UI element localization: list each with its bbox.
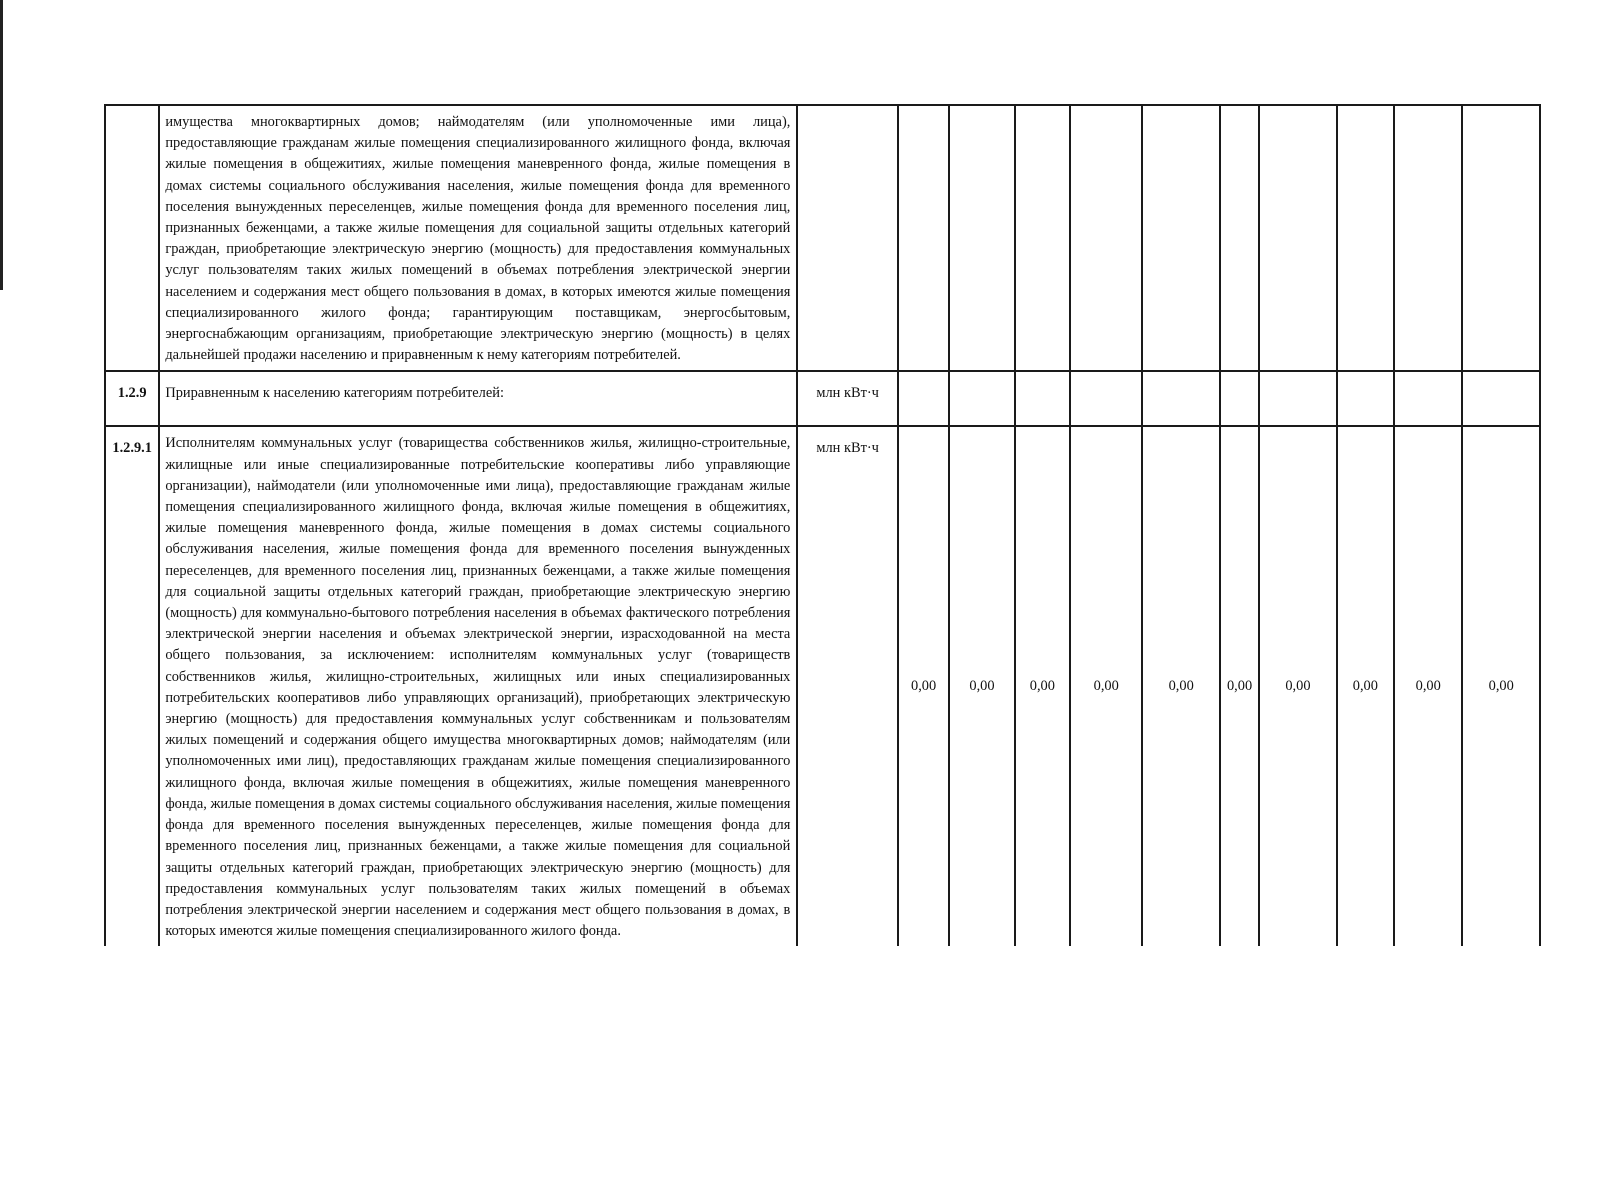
value-cell bbox=[1337, 105, 1394, 371]
row-description: имущества многоквартирных домов; наймодателям (или уполномоченные ими лица), предоставляющие гражданам жилые помещения специализированного жилищного фонда, включая жилые помещения в общежитиях, жилые помещения маневренного фонда, жилые помещения в домах системы социального обслуживания населения, жилые помещения фонда для временного поселения вынужденных переселенцев, жилые помещения фонда для временного поселения лиц, признанных беженцами, а также жилые помещения для социальной защиты отдельных категорий граждан, приобретающие электрическую энергию (мощность) для предоставления коммунальных услуг пользователям таких жилых помещений в объемах потребления электрической энергии населением и содержания мест общего пользования в домах, в которых имеются жилые помещения специализированного жилого фонда; гарантирующим поставщикам, энергосбытовым, энергоснабжающим организациям, приобретающие электрическую энергию (мощность) в целях дальнейшей продажи населению и приравненным к нему категориям потребителей. bbox=[159, 105, 797, 371]
value-cell: 0,00 bbox=[898, 426, 949, 946]
value-cell bbox=[949, 105, 1014, 371]
value-cell: 0,00 bbox=[1394, 426, 1462, 946]
value-cell bbox=[1015, 105, 1070, 371]
value-cell bbox=[1220, 371, 1259, 426]
value-cell: 0,00 bbox=[1220, 426, 1259, 946]
value-cell bbox=[1462, 105, 1540, 371]
scan-edge-mark bbox=[0, 0, 3, 290]
value-cell: 0,00 bbox=[1015, 426, 1070, 946]
value-cell bbox=[898, 105, 949, 371]
row-number: 1.2.9.1 bbox=[105, 426, 159, 946]
value-cell bbox=[1220, 105, 1259, 371]
value-cell: 0,00 bbox=[949, 426, 1014, 946]
value-cell: 0,00 bbox=[1337, 426, 1394, 946]
value-cell bbox=[1070, 371, 1142, 426]
value-cell bbox=[898, 371, 949, 426]
tariff-table bbox=[104, 104, 1541, 946]
value-cell bbox=[1259, 105, 1336, 371]
row-number: 1.2.9 bbox=[105, 371, 159, 426]
value-cell bbox=[1142, 105, 1219, 371]
row-number bbox=[105, 105, 159, 371]
value-cell bbox=[1259, 371, 1336, 426]
table-row-continuation bbox=[105, 105, 1540, 371]
value-cell: 0,00 bbox=[1462, 426, 1540, 946]
row-unit: млн кВт·ч bbox=[797, 426, 898, 946]
value-cell: 0,00 bbox=[1070, 426, 1142, 946]
value-cell bbox=[1394, 371, 1462, 426]
value-cell bbox=[949, 371, 1014, 426]
table-row-1-2-9 bbox=[105, 371, 1540, 426]
value-cell bbox=[1070, 105, 1142, 371]
row-description: Приравненным к населению категориям потребителей: bbox=[159, 371, 797, 426]
value-cell bbox=[1015, 371, 1070, 426]
value-cell bbox=[1462, 371, 1540, 426]
value-cell: 0,00 bbox=[1259, 426, 1336, 946]
row-description: Исполнителям коммунальных услуг (товарищества собственников жилья, жилищно-строительные, жилищные или иные специализированные потребительские кооперативы либо управляющие организации), наймодатели (или уполномоченные ими лица), предоставляющие гражданам жилые помещения специализированного жилищного фонда, включая жилые помещения в общежитиях, жилые помещения маневренного фонда, жилые помещения в домах системы социального обслуживания населения, жилые помещения фонда для временного поселения вынужденных переселенцев, для временного поселения лиц, признанных беженцами, а также жилые помещения для социальной защиты отдельных категорий граждан, приобретающие электрическую энергию (мощность) для коммунально-бытового потребления населения в объемах фактического потребления электрической энергии населения и объемах электрической энергии, израсходованной на места общего пользования, за исключением: исполнителям коммунальных услуг (товариществ собственников жилья, жилищно-строительных, жилищных или иных специализированных потребительских кооперативов либо управляющих организаций), приобретающих электрическую энергию (мощность) для предоставления коммунальных услуг собственникам и пользователям жилых помещений и содержания общего имущества многоквартирных домов; наймодателям (или уполномоченных ими лиц), предоставляющих гражданам жилые помещения специализированного жилищного фонда, включая жилые помещения в общежитиях, жилые помещения маневренного фонда, жилые помещения в домах системы социального обслуживания населения, жилые помещения фонда для временного поселения вынужденных переселенцев, жилые помещения фонда для временного поселения лиц, признанных беженцами, а также жилые помещения для социальной защиты отдельных категорий граждан, приобретающих электрическую энергию (мощность) для предоставления коммунальных услуг пользователям таких жилых помещений в объемах потребления электрической энергии населением и содержания мест общего пользования в домах, в которых имеются жилые помещения специализированного жилого фонда. bbox=[159, 426, 797, 946]
row-unit: млн кВт·ч bbox=[797, 371, 898, 426]
value-cell bbox=[1142, 371, 1219, 426]
row-unit bbox=[797, 105, 898, 371]
value-cell bbox=[1337, 371, 1394, 426]
table-row-1-2-9-1 bbox=[105, 426, 1540, 946]
value-cell: 0,00 bbox=[1142, 426, 1219, 946]
value-cell bbox=[1394, 105, 1462, 371]
